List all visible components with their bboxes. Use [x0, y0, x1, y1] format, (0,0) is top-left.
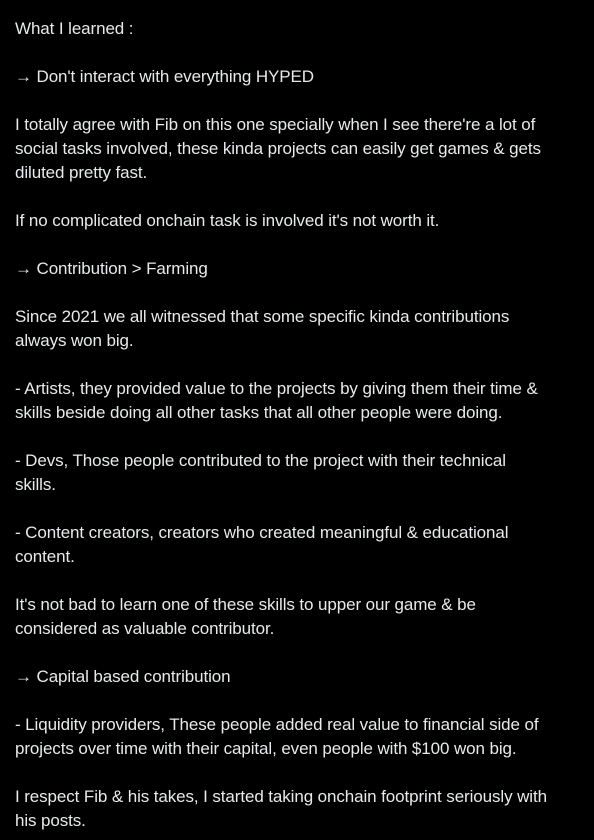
list-item-line: content. — [15, 547, 75, 566]
paragraph-line: always won big. — [15, 331, 134, 350]
paragraph-line: his posts. — [15, 811, 86, 830]
list-item-line: - Content creators, creators who created meaningful & educational — [15, 523, 509, 542]
blank-line — [15, 41, 585, 65]
list-item-line: skills. — [15, 475, 56, 494]
list-item-line: projects over time with their capital, even people with $100 won big. — [15, 739, 517, 758]
post-heading: What I learned : — [15, 19, 134, 38]
list-item-line: skills beside doing all other tasks that all other people were doing. — [15, 403, 503, 422]
paragraph-line: Since 2021 we all witnessed that some specific kinda contributions — [15, 307, 510, 326]
blank-line — [15, 353, 585, 377]
blank-line — [15, 497, 585, 521]
paragraph-line: I totally agree with Fib on this one specially when I see there're a lot of — [15, 115, 536, 134]
blank-line — [15, 281, 585, 305]
paragraph-line: I respect Fib & his takes, I started taking onchain footprint seriously with — [15, 787, 547, 806]
paragraph-line: If no complicated onchain task is involved it's not worth it. — [15, 211, 440, 230]
blank-line — [15, 89, 585, 113]
section-heading-capital: → Capital based contribution — [15, 667, 231, 686]
section-heading-contribution: → Contribution > Farming — [15, 259, 208, 278]
paragraph-line: considered as valuable contributor. — [15, 619, 275, 638]
blank-line — [15, 185, 585, 209]
list-item-line: - Artists, they provided value to the projects by giving them their time & — [15, 379, 538, 398]
paragraph-line: diluted pretty fast. — [15, 163, 148, 182]
blank-line — [15, 761, 585, 785]
list-item-line: - Devs, Those people contributed to the project with their technical — [15, 451, 506, 470]
paragraph-line: social tasks involved, these kinda projects can easily get games & gets — [15, 139, 541, 158]
blank-line — [15, 689, 585, 713]
blank-line — [15, 233, 585, 257]
paragraph-line: It's not bad to learn one of these skills to upper our game & be — [15, 595, 476, 614]
section-heading-hype: → Don't interact with everything HYPED — [15, 67, 314, 86]
post-body — [15, 17, 585, 833]
blank-line — [15, 569, 585, 593]
blank-line — [15, 425, 585, 449]
blank-line — [15, 641, 585, 665]
list-item-line: - Liquidity providers, These people added real value to financial side of — [15, 715, 539, 734]
